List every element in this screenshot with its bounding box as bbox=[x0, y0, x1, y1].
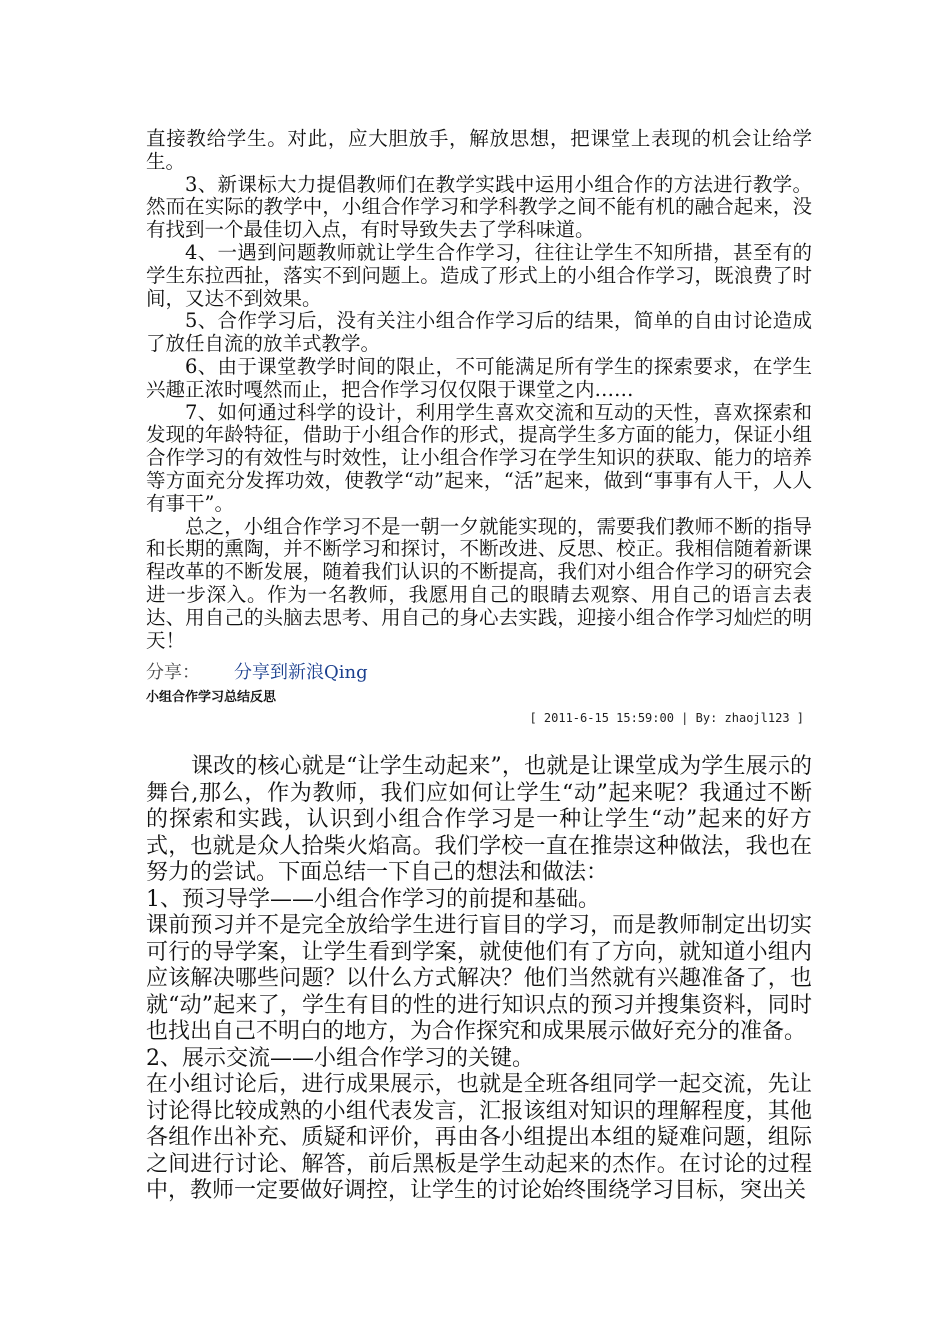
article-paragraph: 总之，小组合作学习不是一朝一夕就能实现的，需要我们教师不断的指导和长期的熏陶，并不断学习和探讨，不断改进、反思、校正。我相信随着新课程改革的不断发展，随着我们认识的不断提高，我们对小组合作学习的研究会进一步深入。作为一名教师，我愿用自己的眼睛去观察、用自己的语言去表达、用自己的头脑去思考、用自己的身心去实践，迎接小组合作学习灿烂的明天！ bbox=[146, 514, 812, 652]
post-section-heading: 2、展示交流——小组合作学习的关键。 bbox=[146, 1045, 534, 1071]
share-to-sina-qing-link[interactable]: 分享到新浪Qing bbox=[234, 662, 368, 683]
post-section-heading: 1、预习导学——小组合作学习的前提和基础。 bbox=[146, 886, 600, 912]
share-bar bbox=[146, 661, 812, 685]
article-paragraph: 3、新课标大力提倡教师们在教学实践中运用小组合作的方法进行教学。然而在实际的教学中，小组合作学习和学科教学之间不能有机的融合起来，没有找到一个最佳切入点，有时导致失去了学科味道。 bbox=[146, 172, 812, 242]
post-paragraph: 在小组讨论后，进行成果展示，也就是全班各组同学一起交流，先让讨论得比较成熟的小组代表发言，汇报该组对知识的理解程度，其他各组作出补充、质疑和评价，再由各小组提出本组的疑难问题，组际之间进行讨论、解答，前后黑板是学生动起来的杰作。在讨论的过程中，教师一定要做好调控，让学生的讨论始终围绕学习目标，突出关 bbox=[146, 1072, 812, 1203]
article-paragraph: 4、一遇到问题教师就让学生合作学习，往往让学生不知所措，甚至有的学生东拉西扯，落实不到问题上。造成了形式上的小组合作学习，既浪费了时间，又达不到效果。 bbox=[146, 240, 812, 310]
article-paragraph: 5、合作学习后，没有关注小组合作学习后的结果，简单的自由讨论造成了放任自流的放羊式教学。 bbox=[146, 309, 812, 356]
article-tail bbox=[146, 128, 812, 652]
article-paragraph: 直接教给学生。对此，应大胆放手，解放思想，把课堂上表现的机会让给学生。 bbox=[146, 127, 812, 173]
post-paragraph: 课前预习并不是完全放给学生进行盲目的学习，而是教师制定出切实可行的导学案，让学生看到学案，就使他们有了方向，就知道小组内应该解决哪些问题？以什么方式解决？他们当然就有兴趣准备了，也就“动”起来了，学生有目的性的进行知识点的预习并搜集资料，同时也找出自己不明白的地方，为合作探究和成果展示做好充分的准备。 bbox=[146, 913, 812, 1044]
post-body bbox=[146, 754, 812, 1205]
post-paragraph: 课改的核心就是“让学生动起来”，也就是让课堂成为学生展示的舞台,那么，作为教师，我们应如何让学生“动”起来呢？我通过不断的探索和实践，认识到小组合作学习是一种让学生“动”起来的好方式，也就是众人拾柴火焰高。我们学校一直在推崇这种做法，我也在努力的尝试。下面总结一下自己的想法和做法： bbox=[146, 754, 812, 885]
post-meta: [ 2011-6-15 15:59:00 | By: zhaojl123 ] bbox=[529, 711, 804, 725]
share-label: 分享： bbox=[146, 662, 200, 683]
post-title: 小组合作学习总结反思 bbox=[146, 690, 277, 705]
article-paragraph: 7、如何通过科学的设计，利用学生喜欢交流和互动的天性，喜欢探索和发现的年龄特征，借助于小组合作的形式，提高学生多方面的能力，保证小组合作学习的有效性与时效性，让小组合作学习在学生知识的获取、能力的培养等方面充分发挥功效，使教学“动”起来，“活”起来，做到“事事有人干，人人有事干”。 bbox=[146, 400, 812, 515]
article-paragraph: 6、由于课堂教学时间的限止，不可能满足所有学生的探索要求，在学生兴趣正浓时嘎然而止，把合作学习仅仅限于课堂之内…… bbox=[146, 354, 812, 401]
